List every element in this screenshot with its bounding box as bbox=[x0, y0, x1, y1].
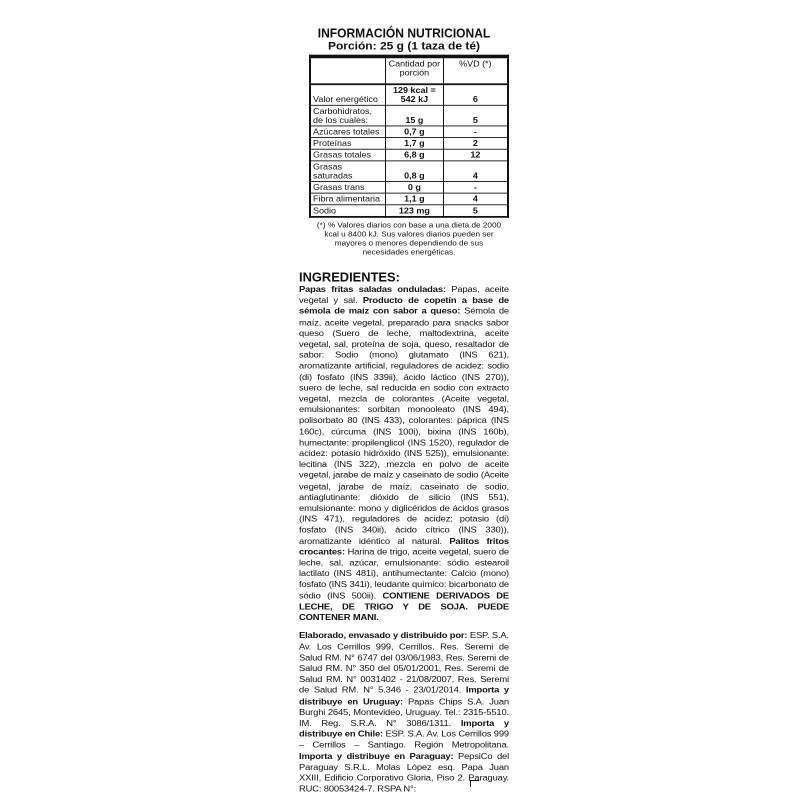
table-header-row bbox=[310, 56, 508, 84]
manufacturer-heading: Elaborado, envasado y distribuido por: bbox=[299, 630, 470, 641]
nutrition-footnote: (*) % Valores diarios con base a una dieta de 2000 kcal u 8400 kJ. Sus valores diarios pueden ser mayores o menores dependiendo de sus necesidades energéticas. bbox=[316, 221, 502, 257]
table-row bbox=[310, 205, 508, 217]
row-label: Carbohidratos, de los cuales: bbox=[310, 105, 386, 126]
row-label: Grasas trans bbox=[310, 181, 386, 193]
row-dv: - bbox=[443, 181, 508, 193]
row-amount: 0 g bbox=[386, 181, 444, 193]
ingredient-heading: Palitos fritos crocantes: bbox=[299, 535, 509, 557]
row-label: Grasas totales bbox=[310, 149, 386, 161]
manufacturer-heading: Importa y distribuye en Paraguay: bbox=[299, 750, 459, 761]
ingredients-title: INGREDIENTES: bbox=[299, 269, 400, 285]
manufacturer-heading: Importa y distribuye en Uruguay: bbox=[299, 684, 509, 706]
table-header-empty bbox=[310, 56, 386, 84]
table-row bbox=[310, 126, 508, 138]
manufacturer-detail: ESP. S.A. Av. Los Cerrillos 999 – Cerrillos – Santiago. Región Metropolitana. bbox=[299, 728, 509, 750]
manufacturer-heading: Importa y distribuye en Chile: bbox=[299, 717, 509, 739]
table-row bbox=[310, 161, 508, 182]
row-amount: 0,8 g bbox=[386, 161, 444, 182]
row-amount: 1,1 g bbox=[386, 193, 444, 205]
nutrition-title: INFORMACIÓN NUTRICIONAL bbox=[317, 26, 491, 41]
row-dv: 2 bbox=[443, 138, 508, 150]
table-row bbox=[310, 138, 508, 150]
row-amount: 129 kcal = 542 kJ bbox=[386, 84, 444, 105]
ingredient-text: Papas, aceite vegetal y sal. bbox=[299, 284, 509, 305]
row-label: Grasas saturadas bbox=[310, 161, 386, 182]
manufacturer-detail: PepsiCo del Paraguay S.R.L. Molas López esq. Papa Juan XXIII, Edificio Corporativo Gloria, Piso 2. Paraguay. RUC: 80053424-7. RSPA N°: bbox=[299, 750, 509, 794]
row-amount: 123 mg bbox=[386, 205, 444, 217]
allergen-warning: CONTIENE DERIVADOS DE LECHE, DE TRIGO Y DE SOJA. PUEDE CONTENER MANI. bbox=[299, 590, 509, 623]
table-row bbox=[310, 193, 508, 205]
manufacturer-detail: ESP. S.A. Av. Los Cerrillos 999, Cerrillos. Res. Seremi de Salud RM. N° 6747 del 03/06/1983, Res. Seremi de Salud RM. N° 350 del 05/01/2001, Res. Seremi de Salud RM. N° 0031402 - 21/08/2007, Res. Seremi de Salud RM. N° 5.346 - 23/01/2014. bbox=[299, 630, 509, 695]
row-dv: 5 bbox=[443, 205, 508, 217]
ingredient-heading: Producto de copetín a base de sémola de maíz con sabor a queso: bbox=[299, 295, 509, 316]
table-row bbox=[310, 105, 508, 126]
row-dv: 4 bbox=[443, 161, 508, 182]
ingredients-text bbox=[299, 284, 509, 623]
table-header-amount: Cantidad por porción bbox=[386, 56, 444, 84]
row-dv: 5 bbox=[443, 105, 508, 126]
label-panel bbox=[299, 26, 509, 794]
row-amount: 1,7 g bbox=[386, 138, 444, 150]
row-dv: 4 bbox=[443, 193, 508, 205]
row-amount: 0,7 g bbox=[386, 126, 444, 138]
row-amount: 15 g bbox=[386, 105, 444, 126]
ingredient-text: Sémola de maíz, aceite vegetal, preparado para snacks sabor queso (Suero de leche, maltodextrina, aceite vegetal, sal, proteína de soja, queso, resaltador de sabor: Sodio (mono) glutamato (INS 621), aromatizante artificial, reguladores de acidez: sodio (di) fosfato (INS 339ii), ácido láctico (INS 270)), suero de leche, sal reducida en sodio con extracto vegetal, mezcla de colorantes (Aceite vegetal, emulsionantes: sorbitan monooleato (INS 494), polisorbato 80 (INS 433), colorantes: páprica (INS 160c), cúrcuma (INS 100i), bixina (INS 160b), humectante: propilenglicol (INS 1520), regulador de acidez: potasio hidróxido (INS 525)), emulsionante: lecitina (INS 322), mezcla en polvo de aceite vegetal, jarabe de maíz y caseinato de sodio (Aceite vegetal, jarabe de maíz, caseinato de sodio, antiaglutinante: dióxido de silicio (INS 551), emulsionante: mono y diglicéridos de ácidos grasos (INS 471), reguladores de acidez: potasio (di) fosfato (INS 340ii), ácido cítrico (INS 330)), aromatizante idéntico al natural. bbox=[299, 305, 509, 546]
row-amount: 6,8 g bbox=[386, 149, 444, 161]
table-row bbox=[310, 181, 508, 193]
row-dv: 12 bbox=[443, 149, 508, 161]
nutrition-table bbox=[309, 55, 509, 218]
row-label: Azúcares totales bbox=[310, 126, 386, 138]
row-label: Fibra alimentaria bbox=[310, 193, 386, 205]
ingredient-text: Harina de trigo, aceite vegetal, suero de leche, sal, azúcar, emulsionante: sódio estearoil lactilato (INS 481i), antihumectante: Calcio (mono) fosfato (INS 341i), leudante químico: bicarbonato de sódio (INS 500ii). bbox=[299, 546, 509, 601]
table-row bbox=[310, 84, 508, 105]
row-dv: 6 bbox=[443, 84, 508, 105]
crop-mark bbox=[470, 780, 479, 787]
row-dv: - bbox=[443, 126, 508, 138]
serving-size: Porción: 25 g (1 taza de té) bbox=[327, 39, 481, 52]
table-header-dv: %VD (*) bbox=[443, 56, 508, 84]
table-row bbox=[310, 149, 508, 161]
manufacturer-text bbox=[299, 630, 509, 794]
row-label: Proteínas bbox=[310, 138, 386, 150]
ingredient-heading: Papas fritas saladas onduladas: bbox=[299, 284, 452, 294]
manufacturer-detail: Papas Chips S.A. Juan Burghi 2645, Montevideo, Uruguay. Tel.: 2315-5510. IM. Reg. S.R.A. N° 3086/1311. bbox=[299, 695, 509, 728]
row-label: Sodio bbox=[310, 205, 386, 217]
row-label: Valor energético bbox=[310, 84, 386, 105]
